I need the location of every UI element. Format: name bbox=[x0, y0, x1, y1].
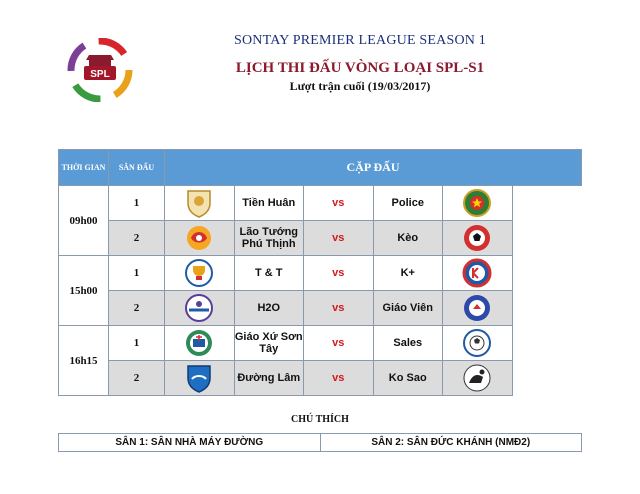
vs-label: vs bbox=[304, 291, 374, 326]
vs-label: vs bbox=[304, 186, 374, 221]
legend-row bbox=[59, 434, 582, 452]
table-row bbox=[59, 186, 582, 221]
duong-lam-crest-icon bbox=[185, 363, 213, 393]
col-header-field: SÂN ĐẤU bbox=[109, 150, 165, 186]
table-header-row bbox=[59, 150, 582, 186]
time-cell: 09h00 bbox=[59, 186, 109, 256]
table-row bbox=[59, 361, 582, 396]
field-cell: 2 bbox=[109, 361, 165, 396]
col-header-time: THỜI GIAN bbox=[59, 150, 109, 186]
police-crest-icon bbox=[462, 188, 492, 218]
home-team: Đường Lâm bbox=[234, 361, 304, 396]
time-cell: 15h00 bbox=[59, 256, 109, 326]
vs-label: vs bbox=[304, 256, 374, 291]
away-team: Ko Sao bbox=[373, 361, 443, 396]
legend-field-2: SÂN 2: SÂN ĐỨC KHÁNH (NMĐ2) bbox=[320, 434, 582, 452]
away-team: Police bbox=[373, 186, 443, 221]
page-title: LỊCH THI ĐẤU VÒNG LOẠI SPL-S1 bbox=[235, 60, 485, 76]
home-team: Lão Tướng Phú Thịnh bbox=[234, 221, 304, 256]
away-team: Giáo Viên bbox=[373, 291, 443, 326]
h2o-crest-icon bbox=[184, 293, 214, 323]
home-team: Tiền Huân bbox=[234, 186, 304, 221]
field-cell: 1 bbox=[109, 326, 165, 361]
tien-huan-crest-icon bbox=[185, 188, 213, 218]
legend-table bbox=[58, 433, 582, 452]
lao-tuong-crest-icon bbox=[184, 223, 214, 253]
away-team: K+ bbox=[373, 256, 443, 291]
vs-label: vs bbox=[304, 361, 374, 396]
home-team: H2O bbox=[234, 291, 304, 326]
table-row bbox=[59, 256, 582, 291]
table-row bbox=[59, 221, 582, 256]
giao-xu-crest-icon bbox=[184, 328, 214, 358]
table-row bbox=[59, 326, 582, 361]
league-name: SONTAY PREMIER LEAGUE SEASON 1 bbox=[234, 33, 486, 48]
svg-text:SPL: SPL bbox=[90, 69, 110, 80]
away-team: Sales bbox=[373, 326, 443, 361]
field-cell: 2 bbox=[109, 291, 165, 326]
field-cell: 2 bbox=[109, 221, 165, 256]
page-subtitle: Lượt trận cuối (19/03/2017) bbox=[289, 79, 431, 93]
schedule-table bbox=[58, 149, 582, 396]
vs-label: vs bbox=[304, 326, 374, 361]
legend-title: CHÚ THÍCH bbox=[291, 414, 349, 425]
tt-crest-icon bbox=[184, 258, 214, 288]
away-team: Kèo bbox=[373, 221, 443, 256]
home-team: Giáo Xứ Sơn Tây bbox=[234, 326, 304, 361]
field-cell: 1 bbox=[109, 186, 165, 221]
table-row bbox=[59, 291, 582, 326]
field-cell: 1 bbox=[109, 256, 165, 291]
keo-crest-icon bbox=[462, 223, 492, 253]
k-plus-crest-icon bbox=[462, 258, 492, 288]
col-header-match: CẶP ĐẤU bbox=[165, 150, 582, 186]
home-team: T & T bbox=[234, 256, 304, 291]
time-cell: 16h15 bbox=[59, 326, 109, 396]
giao-vien-crest-icon bbox=[462, 293, 492, 323]
spl-logo bbox=[62, 38, 138, 102]
sales-crest-icon bbox=[462, 328, 492, 358]
legend-field-1: SÂN 1: SÂN NHÀ MÁY ĐƯỜNG bbox=[59, 434, 321, 452]
vs-label: vs bbox=[304, 221, 374, 256]
ko-sao-crest-icon bbox=[462, 363, 492, 393]
